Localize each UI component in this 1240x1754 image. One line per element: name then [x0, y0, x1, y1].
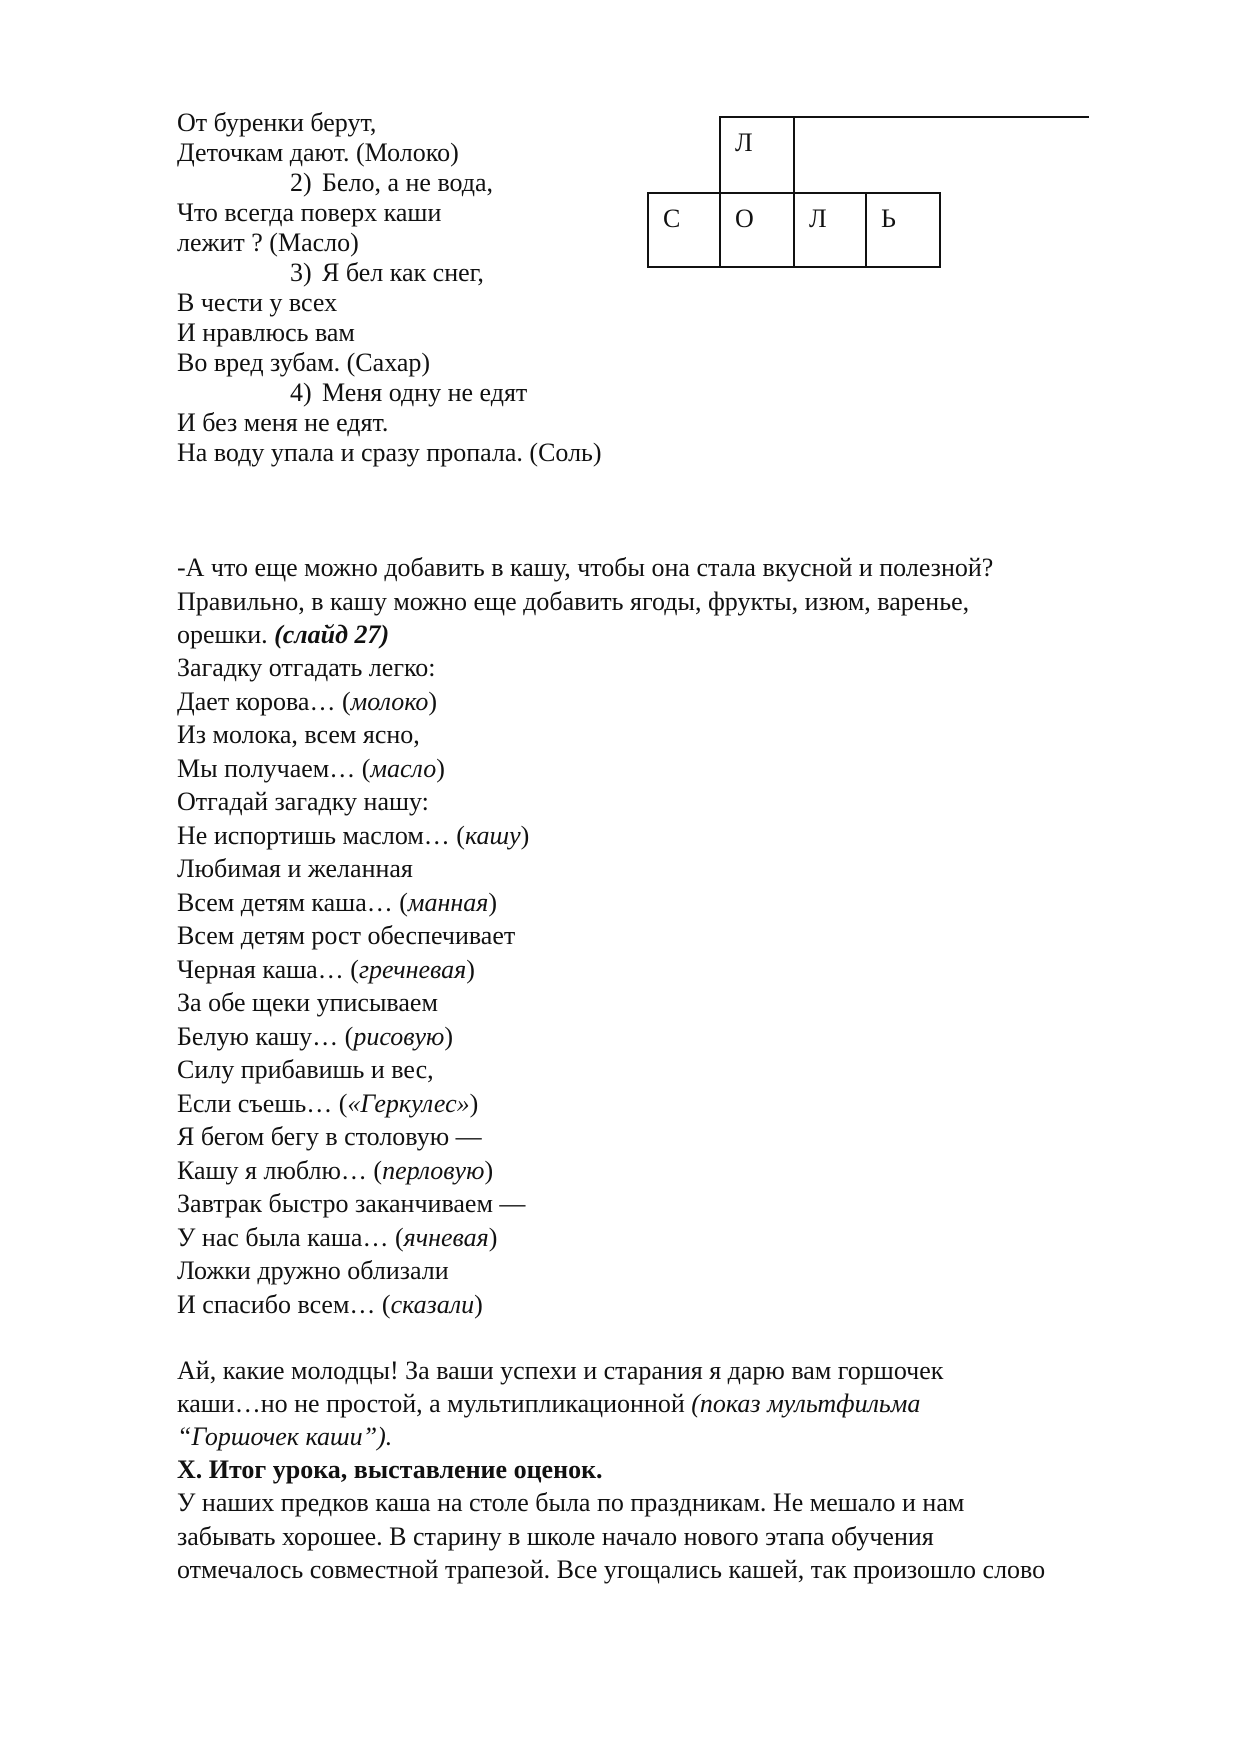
poem-line-text: Черная каша… (	[177, 955, 359, 984]
closing-line-1: Ай, какие молодцы! За ваши успехи и старания я дарю вам горшочек	[177, 1356, 944, 1385]
poem-line-text: Мы получаем… (	[177, 754, 371, 783]
poem-answer: сказали	[390, 1290, 475, 1319]
poem-line-text: За обе щеки уписываем	[177, 988, 438, 1017]
riddle-4-line-3: На воду упала и сразу пропала. (Соль)	[177, 438, 602, 467]
poem-answer: «Геркулес»	[347, 1089, 470, 1118]
question-line-3-text: орешки.	[177, 620, 275, 649]
riddle-3-number: 3)	[290, 258, 312, 287]
closing-line-2	[177, 1389, 920, 1419]
poem-answer: масло	[370, 754, 437, 783]
poem-line	[177, 854, 413, 884]
poem-line-text: Всем детям каша… (	[177, 888, 408, 917]
poem-line-text: Не испортишь маслом… (	[177, 821, 465, 850]
poem-line	[177, 1290, 483, 1320]
riddle-3-line-1	[290, 258, 484, 288]
poem-answer: молоко	[350, 687, 429, 716]
riddle-4-number: 4)	[290, 378, 312, 407]
poem-line	[177, 888, 497, 918]
poem-line-text: Ложки дружно облизали	[177, 1256, 449, 1285]
poem-line-text: Дает корова… (	[177, 687, 351, 716]
poem-line-text: Кашу я люблю… (	[177, 1156, 383, 1185]
closing-line-3: “Горшочек каши”).	[177, 1422, 393, 1451]
poem-answer-close: )	[488, 888, 498, 917]
riddle-2-line-3: лежит ? (Масло)	[177, 228, 359, 257]
poem-answer-close: )	[428, 687, 438, 716]
riddle-2-line-2: Что всегда поверх каши	[177, 198, 442, 227]
section-line-2: забывать хорошее. В старину в школе начало нового этапа обучения	[177, 1522, 934, 1551]
poem-line-text: Отгадай загадку нашу:	[177, 787, 429, 816]
poem-line-text: Любимая и желанная	[177, 854, 413, 883]
poem-answer: рисовую	[353, 1022, 445, 1051]
poem-line-text: Загадку отгадать легко:	[177, 653, 436, 682]
crossword-cell-1: С	[647, 192, 721, 268]
poem-answer-close: )	[484, 1156, 494, 1185]
poem-line	[177, 720, 420, 750]
riddle-3-text: Я бел как снег,	[322, 258, 484, 287]
section-line-3: отмечалось совместной трапезой. Все угощались кашей, так произошло слово	[177, 1555, 1046, 1584]
poem-line	[177, 955, 475, 985]
poem-line-text: Всем детям рост обеспечивает	[177, 921, 516, 950]
poem-answer: ячневая	[403, 1223, 489, 1252]
riddle-2-number: 2)	[290, 168, 312, 197]
poem-line	[177, 653, 436, 683]
poem-line	[177, 787, 429, 817]
poem-line-text: Силу прибавишь и вес,	[177, 1055, 434, 1084]
poem-answer-close: )	[469, 1089, 479, 1118]
poem-line-text: Завтрак быстро заканчиваем —	[177, 1189, 526, 1218]
poem-line-text: Я бегом бегу в столовую —	[177, 1122, 482, 1151]
question-line-2: Правильно, в кашу можно еще добавить ягоды, фрукты, изюм, варенье,	[177, 587, 970, 616]
slide-reference: (слайд 27)	[274, 620, 390, 649]
poem-answer: гречневая	[358, 955, 467, 984]
poem-line	[177, 687, 437, 717]
question-line-3	[177, 620, 389, 650]
poem-line	[177, 1156, 493, 1186]
riddle-1-line-2: Деточкам дают. (Молоко)	[177, 138, 459, 167]
section-heading: Х. Итог урока, выставление оценок.	[177, 1455, 603, 1484]
poem-line	[177, 1256, 449, 1286]
crossword-cell-top: Л	[719, 116, 795, 194]
question-line-1: -А что еще можно добавить в кашу, чтобы она стала вкусной и полезной?	[177, 553, 994, 582]
poem-line	[177, 754, 445, 784]
poem-line-text: Из молока, всем ясно,	[177, 720, 420, 749]
closing-line-2-text: каши…но не простой, а мультипликационной	[177, 1389, 692, 1418]
poem-answer-close: )	[444, 1022, 454, 1051]
riddle-4-line-2: И без меня не едят.	[177, 408, 389, 437]
poem-line	[177, 1089, 478, 1119]
riddle-3-line-4: Во вред зубам. (Сахар)	[177, 348, 431, 377]
poem-line-text: Белую кашу… (	[177, 1022, 354, 1051]
riddle-3-line-3: И нравлюсь вам	[177, 318, 355, 347]
poem-line	[177, 1022, 453, 1052]
crossword-cell-2: О	[719, 192, 795, 268]
riddle-4-line-1	[290, 378, 527, 408]
poem-line	[177, 1055, 434, 1085]
poem-line-text: И спасибо всем… (	[177, 1290, 391, 1319]
poem-answer: манная	[407, 888, 489, 917]
poem-answer-close: )	[520, 821, 530, 850]
poem-line-text: Если съешь… (	[177, 1089, 348, 1118]
poem-answer-close: )	[474, 1290, 483, 1319]
riddle-2-line-1	[290, 168, 493, 198]
riddle-3-line-2: В чести у всех	[177, 288, 338, 317]
crossword-cell-3: Л	[793, 192, 867, 268]
poem-line	[177, 1223, 497, 1253]
poem-answer: кашу	[464, 821, 521, 850]
riddle-4-text: Меня одну не едят	[322, 378, 528, 407]
section-line-1: У наших предков каша на столе была по праздникам. Не мешало и нам	[177, 1488, 965, 1517]
poem-answer-close: )	[488, 1223, 498, 1252]
poem-line-text: У нас была каша… (	[177, 1223, 404, 1252]
poem-answer-close: )	[466, 955, 475, 984]
closing-line-2-italic: (показ мультфильма	[691, 1389, 921, 1418]
riddle-1-line-1: От буренки берут,	[177, 108, 377, 137]
poem-line	[177, 1189, 525, 1219]
poem-line	[177, 1122, 482, 1152]
crossword-cell-4: Ь	[865, 192, 941, 268]
poem-line	[177, 988, 438, 1018]
poem-line	[177, 921, 515, 951]
riddle-2-text: Бело, а не вода,	[322, 168, 494, 197]
poem-answer-close: )	[436, 754, 445, 783]
poem-answer: перловую	[382, 1156, 485, 1185]
poem-line	[177, 821, 529, 851]
